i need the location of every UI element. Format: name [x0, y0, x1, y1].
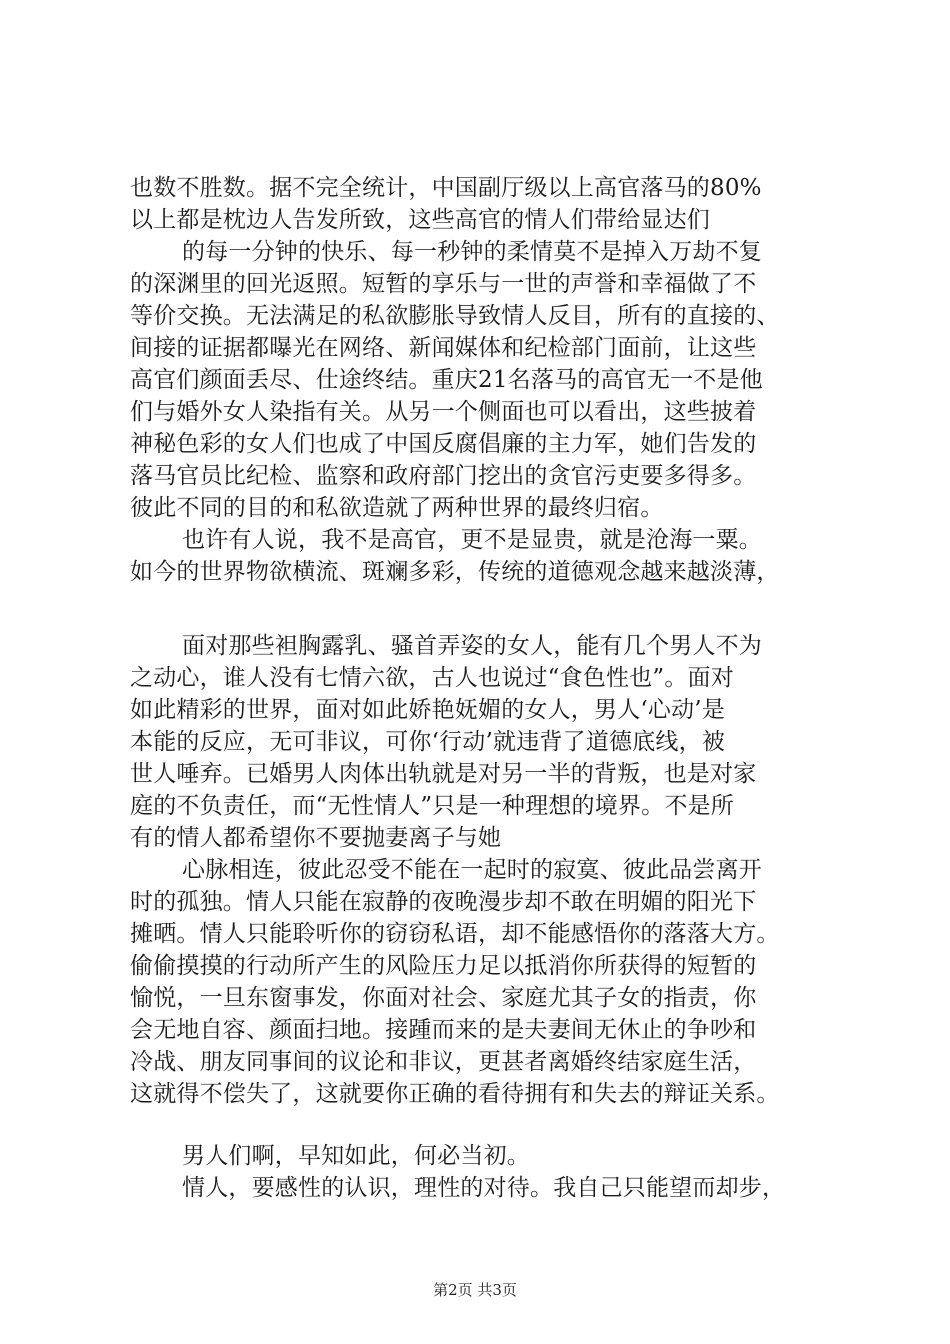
paragraph-7 [130, 1172, 850, 1204]
text-line: 们与婚外女人染指有关。从另一个侧面也可以看出，这些披着 [130, 399, 757, 425]
text-line: 偷偷摸摸的行动所产生的风险压力足以抵消你所获得的短暂的 [130, 953, 757, 979]
text-line: 以上都是枕边人告发所致，这些高官的情人们带给显达们 [130, 207, 710, 233]
paragraph-6 [130, 1140, 850, 1172]
paragraph-3 [130, 524, 850, 588]
paragraph-2 [130, 236, 850, 524]
text-line: 等价交换。无法满足的私欲膨胀导致情人反目，所有的直接的、 [130, 303, 780, 329]
page-number-footer: 第2页 共3页 [433, 1281, 517, 1299]
text-line: 间接的证据都曝光在网络、新闻媒体和纪检部门面前，让这些 [130, 335, 757, 361]
text-line: 心脉相连，彼此忍受不能在一起时的寂寞、彼此品尝离开 [182, 857, 762, 883]
text-line: 这就得不偿失了，这就要你正确的看待拥有和失去的辩证关系。 [130, 1081, 780, 1107]
text-line: 之动心，谁人没有七情六欲，古人也说过“食色性也”。面对 [130, 665, 734, 691]
text-line: 时的孤独。情人只能在寂静的夜晚漫步却不敢在明媚的阳光下 [130, 889, 757, 915]
text-line: 世人唾弃。已婚男人肉体出轨就是对另一半的背叛，也是对家 [130, 761, 757, 787]
text-line: 摊晒。情人只能聆听你的窃窃私语，却不能感悟你的落落大方。 [130, 921, 780, 947]
paragraph-4 [130, 630, 850, 854]
document-body [130, 172, 850, 1204]
text-line: 冷战、朋友同事间的议论和非议，更甚者离婚终结家庭生活， [130, 1049, 757, 1075]
text-line: 面对那些袒胸露乳、骚首弄姿的女人，能有几个男人不为 [182, 633, 762, 659]
paragraph-spacer [130, 588, 850, 630]
paragraph-1 [130, 172, 850, 236]
text-line: 彼此不同的目的和私欲造就了两种世界的最终归宿。 [130, 495, 664, 521]
text-line: 也数不胜数。据不完全统计，中国副厅级以上高官落马的80% [130, 175, 762, 201]
text-line: 男人们啊，早知如此，何必当初。 [182, 1143, 530, 1169]
text-line: 有的情人都希望你不要抛妻离子与她 [130, 825, 502, 851]
text-line: 如此精彩的世界，面对如此娇艳妩媚的女人，男人‘心动’是 [130, 697, 726, 723]
text-line: 本能的反应，无可非议，可你‘行动’就违背了道德底线，被 [130, 729, 726, 755]
text-line: 会无地自容、颜面扫地。接踵而来的是夫妻间无休止的争吵和 [130, 1017, 757, 1043]
text-line: 庭的不负责任，而“无性情人”只是一种理想的境界。不是所 [130, 793, 734, 819]
text-line: 如今的世界物欲横流、斑斓多彩，传统的道德观念越来越淡薄， [130, 559, 780, 585]
text-line: 的每一分钟的快乐、每一秒钟的柔情莫不是掉入万劫不复 [182, 239, 762, 265]
text-line: 神秘色彩的女人们也成了中国反腐倡廉的主力军，她们告发的 [130, 431, 757, 457]
text-line: 落马官员比纪检、监察和政府部门挖出的贪官污吏要多得多。 [130, 463, 757, 489]
text-line: 高官们颜面丢尽、仕途终结。重庆21名落马的高官无一不是他 [130, 367, 763, 393]
text-line: 也许有人说，我不是高官，更不是显贵，就是沧海一粟。 [182, 527, 762, 553]
text-line: 情人，要感性的认识，理性的对待。我自己只能望而却步， [182, 1175, 786, 1201]
paragraph-spacer [130, 1110, 850, 1140]
text-line: 的深渊里的回光返照。短暂的享乐与一世的声誉和幸福做了不 [130, 271, 757, 297]
text-line: 愉悦，一旦东窗事发，你面对社会、家庭尤其子女的指责，你 [130, 985, 757, 1011]
paragraph-5 [130, 854, 850, 1110]
